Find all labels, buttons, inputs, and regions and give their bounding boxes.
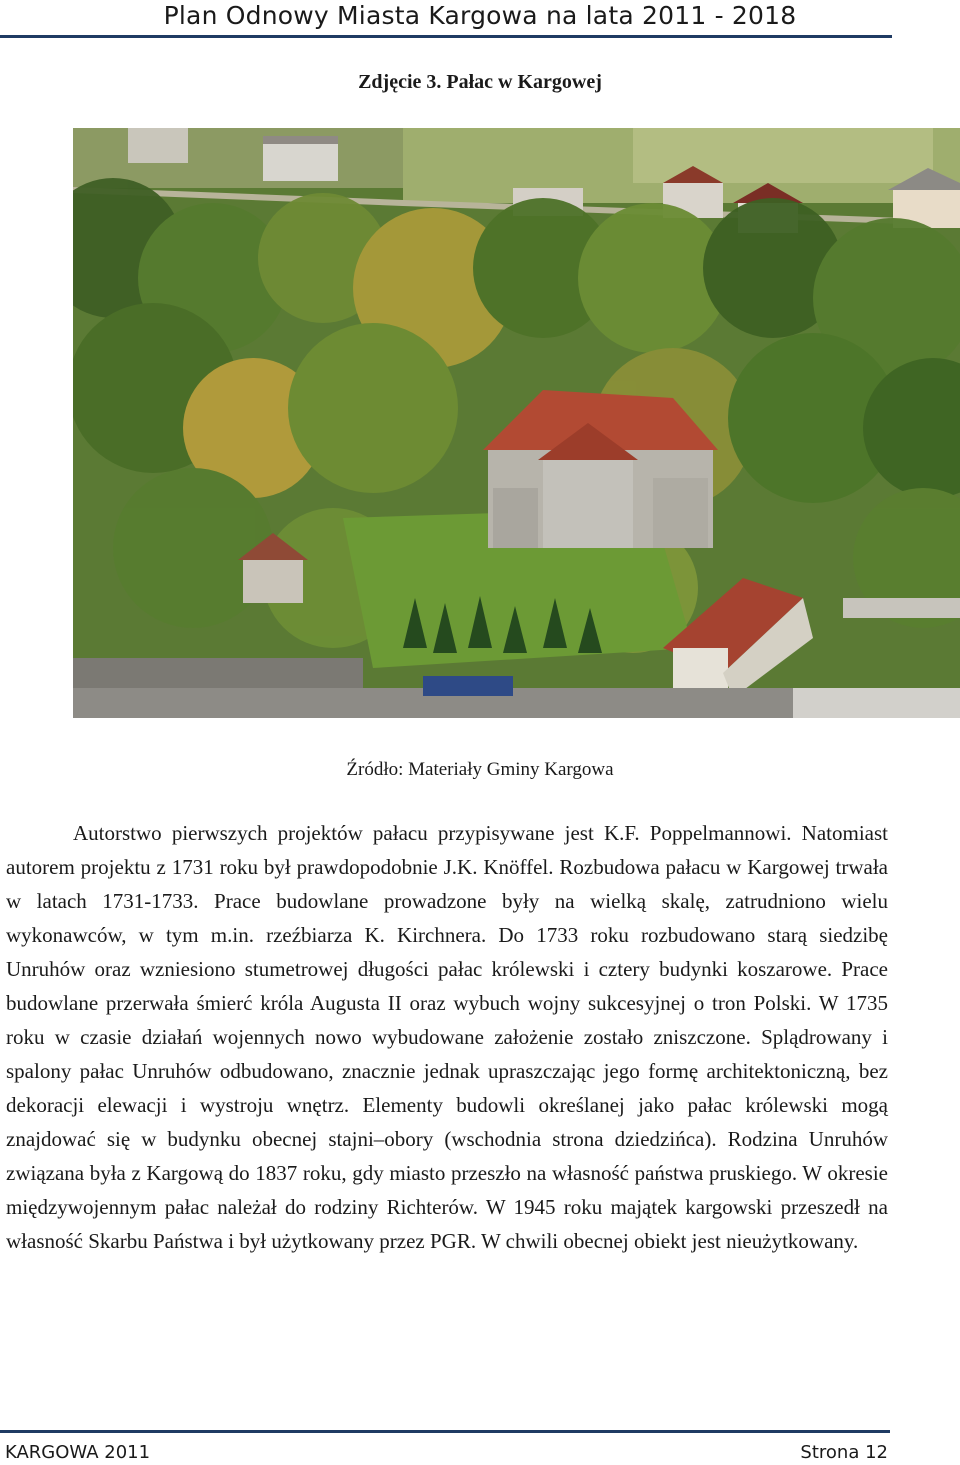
header-title: Plan Odnowy Miasta Kargowa na lata 2011 - 2018 — [163, 1, 797, 30]
palace-aerial-photo — [73, 128, 960, 718]
page-header — [0, 0, 960, 40]
figure-caption: Zdjęcie 3. Pałac w Kargowej — [358, 71, 602, 93]
body-paragraph: Autorstwo pierwszych projektów pałacu przypisywane jest K.F. Poppelmannowi. Natomiast autorem projektu z 1731 roku był prawdopodobnie J.K. Knöffel. Rozbudowa pałacu w Kargowej trwała w latach 1731-1733. Prace budowlane prowadzone były na wielką skalę, zatrudniono wielu wykonawców, w tym m.in. rzeźbiarza K. Kirchnera. Do 1733 roku rozbudowano starą siedzibę Unruhów oraz wzniesiono stumetrowej długości pałac królewski i cztery budynki koszarowe. Prace budowlane przerwała śmierć króla Augusta II oraz wybuch wojny sukcesyjnej o tron Polski. W 1735 roku w czasie działań wojennych nowo wybudowane założenie zostało zniszczone. Splądrowany i spalony pałac Unruhów odbudowano, znacznie jednak upraszczając jego formę architektoniczną, bez dekoracji elewacji i wystroju wnętrz. Elementy budowli określanej jako pałac królewski mogą znajdować się w budynku obecnej stajni–obory (wschodnia strona dziedzińca). Rodzina Unruhów związana była z Kargową do 1837 roku, gdy miasto przeszło na własność państwa pruskiego. W okresie międzywojennym pałac należał do rodziny Richterów. W 1945 roku majątek kargowski przeszedł na własność Skarbu Państwa i był użytkowany przez PGR. W chwili obecnej obiekt jest nieużytkowany. — [6, 821, 888, 1253]
figure-source: Źródło: Materiały Gminy Kargowa — [346, 759, 614, 780]
footer-page-number: Strona 12 — [800, 1442, 888, 1463]
footer-rule — [0, 1430, 890, 1433]
footer-document-name: KARGOWA 2011 — [5, 1442, 151, 1463]
header-rule — [0, 35, 892, 38]
